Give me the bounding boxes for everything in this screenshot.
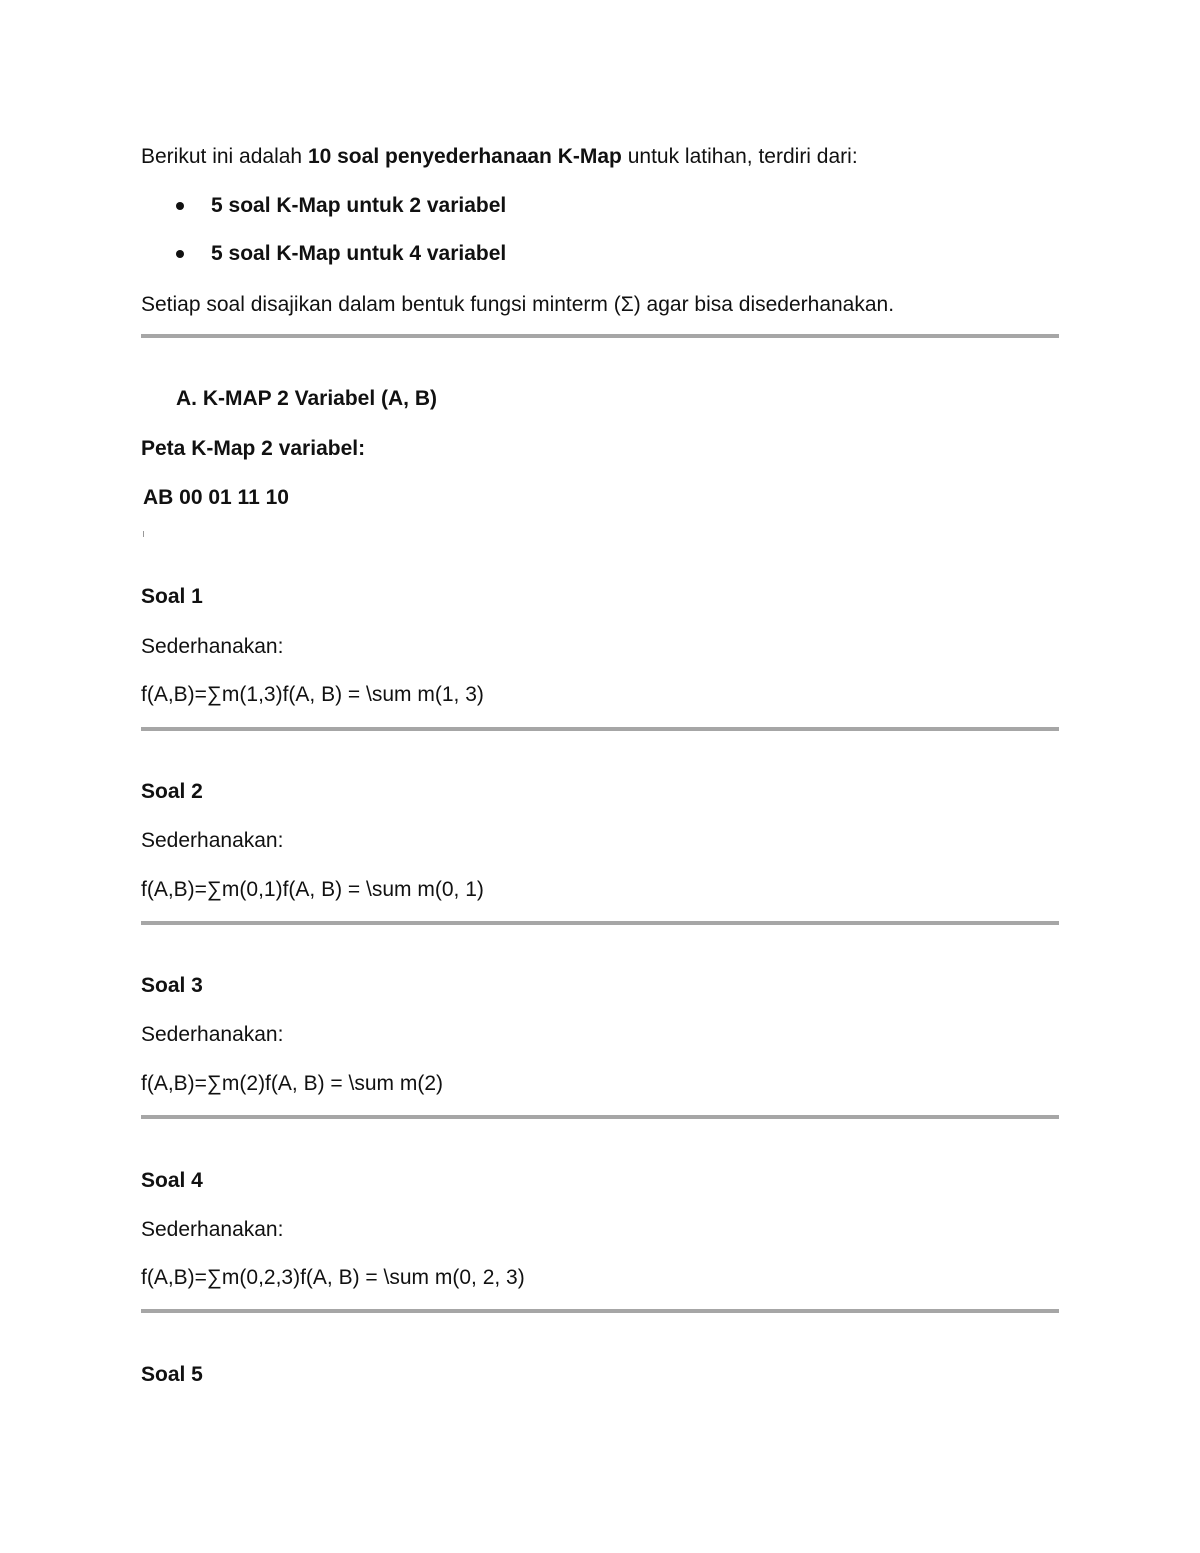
problem-instruction: Sederhanakan:	[141, 829, 284, 852]
intro-text-post: untuk latihan, terdiri dari:	[621, 145, 858, 168]
problem-formula: f(A,B)=∑m(0,2,3)f(A, B) = \sum m(0, 2, 3)	[141, 1266, 525, 1289]
problem-title: Soal 2	[141, 780, 203, 803]
intro-text-bold: 10 soal penyederhanaan K-Map	[307, 145, 622, 168]
problem-instruction: Sederhanakan:	[141, 635, 284, 658]
kmap-label: Peta K-Map 2 variabel:	[141, 437, 366, 460]
horizontal-rule	[141, 921, 1059, 925]
problem-title: Soal 4	[141, 1169, 203, 1192]
problem-title: Soal 5	[141, 1363, 203, 1386]
problem-formula: f(A,B)=∑m(0,1)f(A, B) = \sum m(0, 1)	[141, 878, 484, 901]
problem-formula: f(A,B)=∑m(1,3)f(A, B) = \sum m(1, 3)	[141, 683, 484, 706]
document-page	[141, 0, 1059, 1553]
section-heading: A. K-MAP 2 Variabel (A, B)	[176, 387, 438, 410]
horizontal-rule	[141, 334, 1059, 338]
intro-paragraph	[141, 144, 858, 169]
problem-instruction: Sederhanakan:	[141, 1218, 284, 1241]
problem-title: Soal 3	[141, 974, 203, 997]
table-remnant	[143, 531, 144, 537]
note-paragraph: Setiap soal disajikan dalam bentuk fungsi minterm (Σ) agar bisa disederhanakan.	[141, 293, 895, 316]
horizontal-rule	[141, 1115, 1059, 1119]
horizontal-rule	[141, 727, 1059, 731]
intro-text-pre: Berikut ini adalah	[141, 145, 308, 168]
horizontal-rule	[141, 1309, 1059, 1313]
problem-title: Soal 1	[141, 585, 203, 608]
problem-formula: f(A,B)=∑m(2)f(A, B) = \sum m(2)	[141, 1072, 443, 1095]
kmap-row: AB 00 01 11 10	[143, 486, 289, 509]
bullet-item-1: 5 soal K-Map untuk 2 variabel	[211, 194, 507, 217]
bullet-item-2: 5 soal K-Map untuk 4 variabel	[211, 242, 507, 265]
bullet-dot-1	[176, 202, 184, 210]
bullet-dot-2	[176, 250, 184, 258]
problem-instruction: Sederhanakan:	[141, 1023, 284, 1046]
